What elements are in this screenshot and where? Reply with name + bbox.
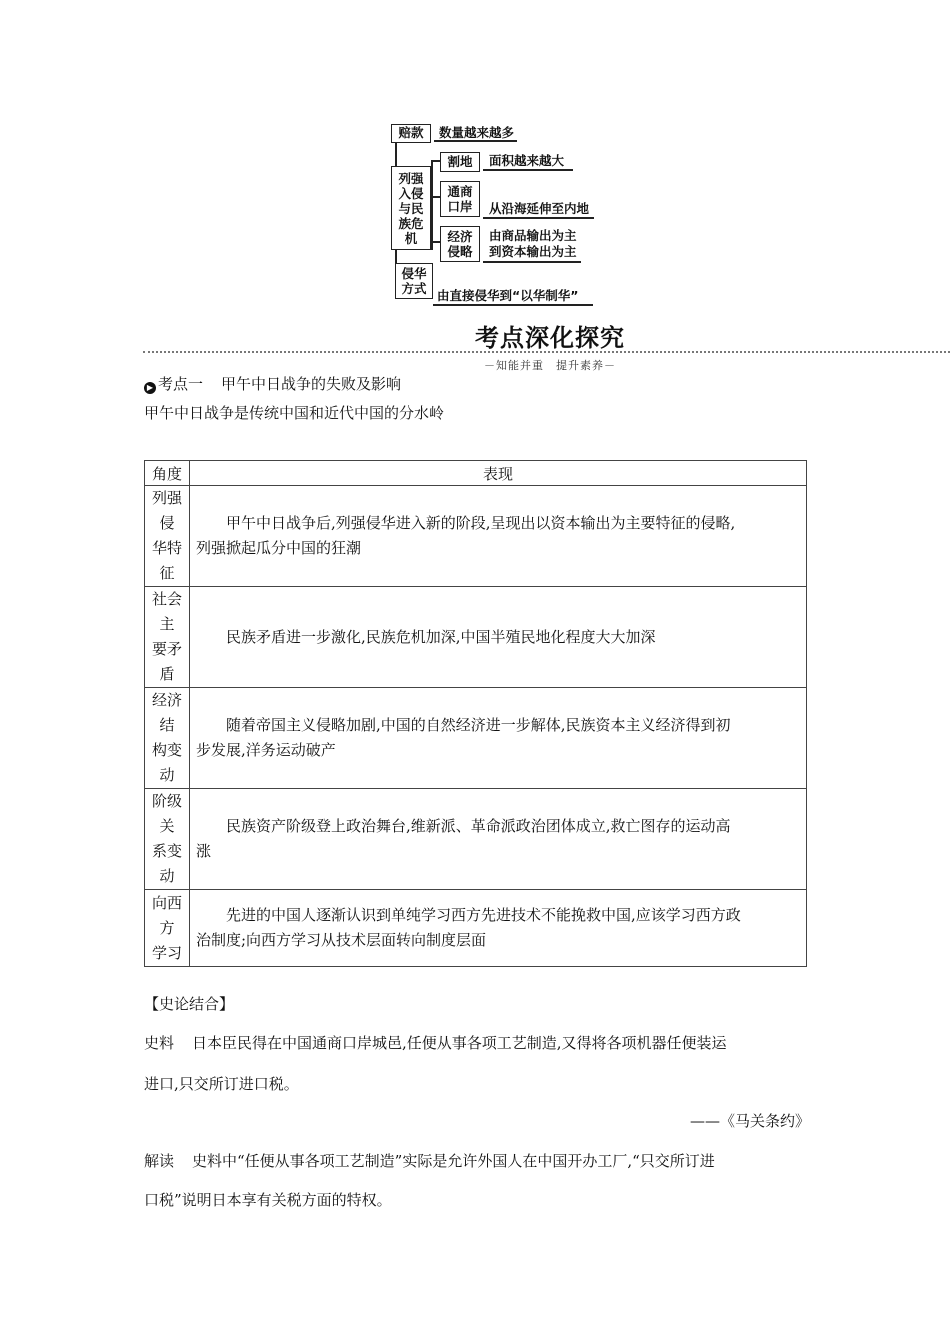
diagram-connector [483, 217, 594, 219]
diagram-connector [483, 169, 573, 171]
diagram-connector [431, 160, 440, 162]
diagram-connector [395, 143, 397, 167]
table-cell-performance: 随着帝国主义侵略加剧,中国的自然经济进一步解体,民族资本主义经济得到初 步发展,洋务运动破产 [190, 688, 807, 789]
kaodian-heading [144, 374, 401, 394]
diagram-text-treaty-ports: 从沿海延伸至内地 [489, 201, 590, 216]
interp-line-1: 解读 史料中“任便从事各项工艺制造”实际是允许外国人在中国开办工厂,“只交所订进 [144, 1152, 715, 1170]
diagram-text-indemnity: 数量越来越多 [439, 125, 515, 140]
source-label: 史料 [144, 1034, 175, 1052]
diagram-box-economic-aggression: 经济 侵略 [440, 226, 480, 262]
table-cell-aspect: 经济 结 构变 动 [145, 688, 190, 789]
table-cell-aspect: 社会 主 要矛 盾 [145, 587, 190, 688]
kaodian-label: 考点一 [158, 375, 204, 393]
section-title: 考点深化探究 [475, 324, 625, 352]
table-cell-aspect: 列强 侵 华特 征 [145, 486, 190, 587]
table-cell-performance: 民族矛盾进一步激化,民族危机加深,中国半殖民地化程度大大加深 [190, 587, 807, 688]
interp-line-2: 口税”说明日本享有关税方面的特权。 [144, 1191, 392, 1209]
diagram-connector [431, 241, 440, 243]
play-circle-icon: ▶ [144, 382, 156, 394]
table-row [145, 486, 807, 587]
diagram-text-invasion-mode: 由直接侵华到“以华制华” [437, 288, 579, 303]
shilun-heading: 【史论结合】 [144, 995, 235, 1013]
source-citation: ——《马关条约》 [690, 1112, 811, 1130]
diagram-box-cession: 割地 [440, 152, 480, 172]
diagram-connector [431, 196, 440, 198]
diagram-box-indemnity: 赔款 [391, 124, 431, 143]
source-line-1: 史料 日本臣民得在中国通商口岸城邑,任便从事各项工艺制造,又得将各项机器任便装运 [144, 1034, 727, 1052]
kaodian-title: 甲午中日战争的失败及影响 [221, 375, 402, 393]
table-row [145, 688, 807, 789]
kaodian-thesis: 甲午中日战争是传统中国和近代中国的分水岭 [144, 404, 445, 422]
diagram-box-treaty-ports: 通商 口岸 [440, 181, 480, 217]
section-divider [143, 351, 950, 353]
diagram-connector [431, 160, 433, 250]
table-cell-performance: 甲午中日战争后,列强侵华进入新的阶段,呈现出以资本输出为主要特征的侵略, 列强掀起瓜分中国的狂潮 [190, 486, 807, 587]
diagram-connector [433, 304, 593, 306]
table-cell-aspect: 向西 方 学习 [145, 890, 190, 967]
table-row [145, 890, 807, 967]
diagram-connector [395, 249, 397, 264]
table-cell-performance: 先进的中国人逐渐认识到单纯学习西方先进技术不能挽救中国,应该学习西方政 治制度;向西方学习从技术层面转向制度层面 [190, 890, 807, 967]
table-header-row [145, 461, 807, 486]
table-cell-aspect: 阶级 关 系变 动 [145, 789, 190, 890]
section-subtitle: －知能并重 提升素养－ [484, 359, 616, 372]
diagram-connector [434, 140, 517, 142]
diagram-connector [483, 261, 581, 263]
diagram-text-economic-aggression-2: 到资本输出为主 [489, 244, 577, 259]
diagram-box-invasion-mode: 侵华 方式 [395, 263, 433, 299]
interp-label: 解读 [144, 1152, 175, 1170]
table-row [145, 587, 807, 688]
diagram-text-cession: 面积越来越大 [489, 153, 565, 168]
table-header-performance: 表现 [190, 461, 807, 486]
table-cell-performance: 民族资产阶级登上政治舞台,维新派、革命派政治团体成立,救亡图存的运动高 涨 [190, 789, 807, 890]
analysis-table [144, 460, 807, 967]
diagram-text-economic-aggression-1: 由商品输出为主 [489, 228, 577, 243]
diagram-box-main: 列强 入侵 与民 族危 机 [391, 166, 431, 250]
table-row [145, 789, 807, 890]
table-header-aspect: 角度 [145, 461, 190, 486]
source-line-2: 进口,只交所订进口税。 [144, 1075, 299, 1093]
